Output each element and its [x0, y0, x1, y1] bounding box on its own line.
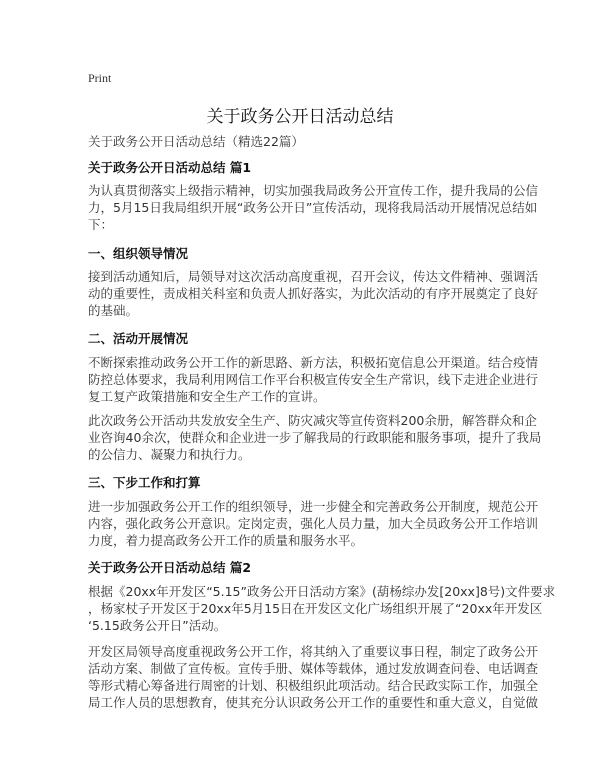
- paragraph-activities-1: [88, 354, 539, 405]
- paragraph-section-2-body: [88, 643, 539, 711]
- document-subtitle: 关于政务公开日活动总结（精选22篇）: [88, 134, 304, 149]
- text-line: 等形式精心筹备进行周密的计划、积极组织此项活动。结合民政实际工作，加强全: [88, 678, 539, 693]
- text-line: 内容，强化政务公开意识。定岗定责，强化人员力量，加大全员政务公开工作培训: [88, 516, 539, 531]
- text-line: 力度，着力提高政务公开工作的质量和服务水平。: [88, 533, 364, 548]
- document-title: 关于政务公开日活动总结: [206, 107, 394, 127]
- text-line: 接到活动通知后，局领导对这次活动高度重视，召开会议，传达文件精神、强调活: [88, 269, 539, 284]
- heading-organization: 一、组织领导情况: [88, 246, 189, 261]
- text-line: 不断探索推动政务公开工作的新思路、新方法，积极拓宽信息公开渠道。结合疫情: [88, 355, 539, 370]
- text-line: 局工作人员的思想教育，使其充分认识政务公开工作的重要性和重大意义，自觉做: [88, 695, 539, 710]
- paragraph-section-2-intro: [88, 583, 556, 634]
- text-line: 进一步加强政务公开工作的组织领导，进一步健全和完善政务公开制度，规范公开: [88, 499, 539, 514]
- text-line: 根据《20xx年开发区“5.15”政务公开日活动方案》(葫杨综办发[20xx]8号)文件要求: [88, 584, 556, 599]
- heading-section-2: 关于政务公开日活动总结 篇2: [88, 560, 252, 575]
- text-line: 业咨询40余次，使群众和企业进一步了解我局的行政职能和服务事项，提升了我局: [88, 430, 542, 445]
- text-line: 活动方案、制做了宣传板。宣传手册、媒体等载体，通过发放调查问卷、电话调查: [88, 661, 539, 676]
- paragraph-organization: [88, 268, 539, 319]
- text-line: 力，5月15日我局组织开展“政务公开日”宣传活动，现将我局活动开展情况总结如: [88, 200, 538, 215]
- text-line: ‘5.15政务公开日”活动。: [88, 618, 227, 633]
- heading-section-1: 关于政务公开日活动总结 篇1: [88, 160, 252, 175]
- text-line: 动的重要性，责成相关科室和负责人抓好落实，为此次活动的有序开展奠定了良好: [88, 286, 539, 301]
- paragraph-intro: [88, 182, 539, 233]
- text-line: 下：: [88, 217, 114, 232]
- text-line: 复工复产政策措施和安全生产工作的宣讲。: [88, 389, 326, 404]
- text-line: 此次政务公开活动共发放安全生产、防灾减灾等宣传资料200余册，解答群众和企: [88, 413, 537, 428]
- text-line: 的公信力、凝聚力和执行力。: [88, 447, 251, 462]
- text-line: 开发区局领导高度重视政务公开工作，将其纳入了重要议事日程，制定了政务公开: [88, 644, 539, 659]
- text-line: 防控总体要求，我局利用网信工作平台积极宣传安全生产常识，线下走进企业进行: [88, 372, 539, 387]
- text-line: 为认真贯彻落实上级指示精神，切实加强我局政务公开宣传工作，提升我局的公信: [88, 183, 539, 198]
- heading-next-steps: 三、下步工作和打算: [88, 475, 201, 490]
- print-label: Print: [88, 71, 112, 85]
- paragraph-activities-2: [88, 412, 542, 463]
- text-line: ，杨家杖子开发区于20xx年5月15日在开发区文化广场组织开展了“20xx年开发区: [88, 601, 543, 616]
- paragraph-next-steps: [88, 498, 539, 549]
- text-line: 的基础。: [88, 303, 139, 318]
- heading-activities: 二、活动开展情况: [88, 331, 189, 346]
